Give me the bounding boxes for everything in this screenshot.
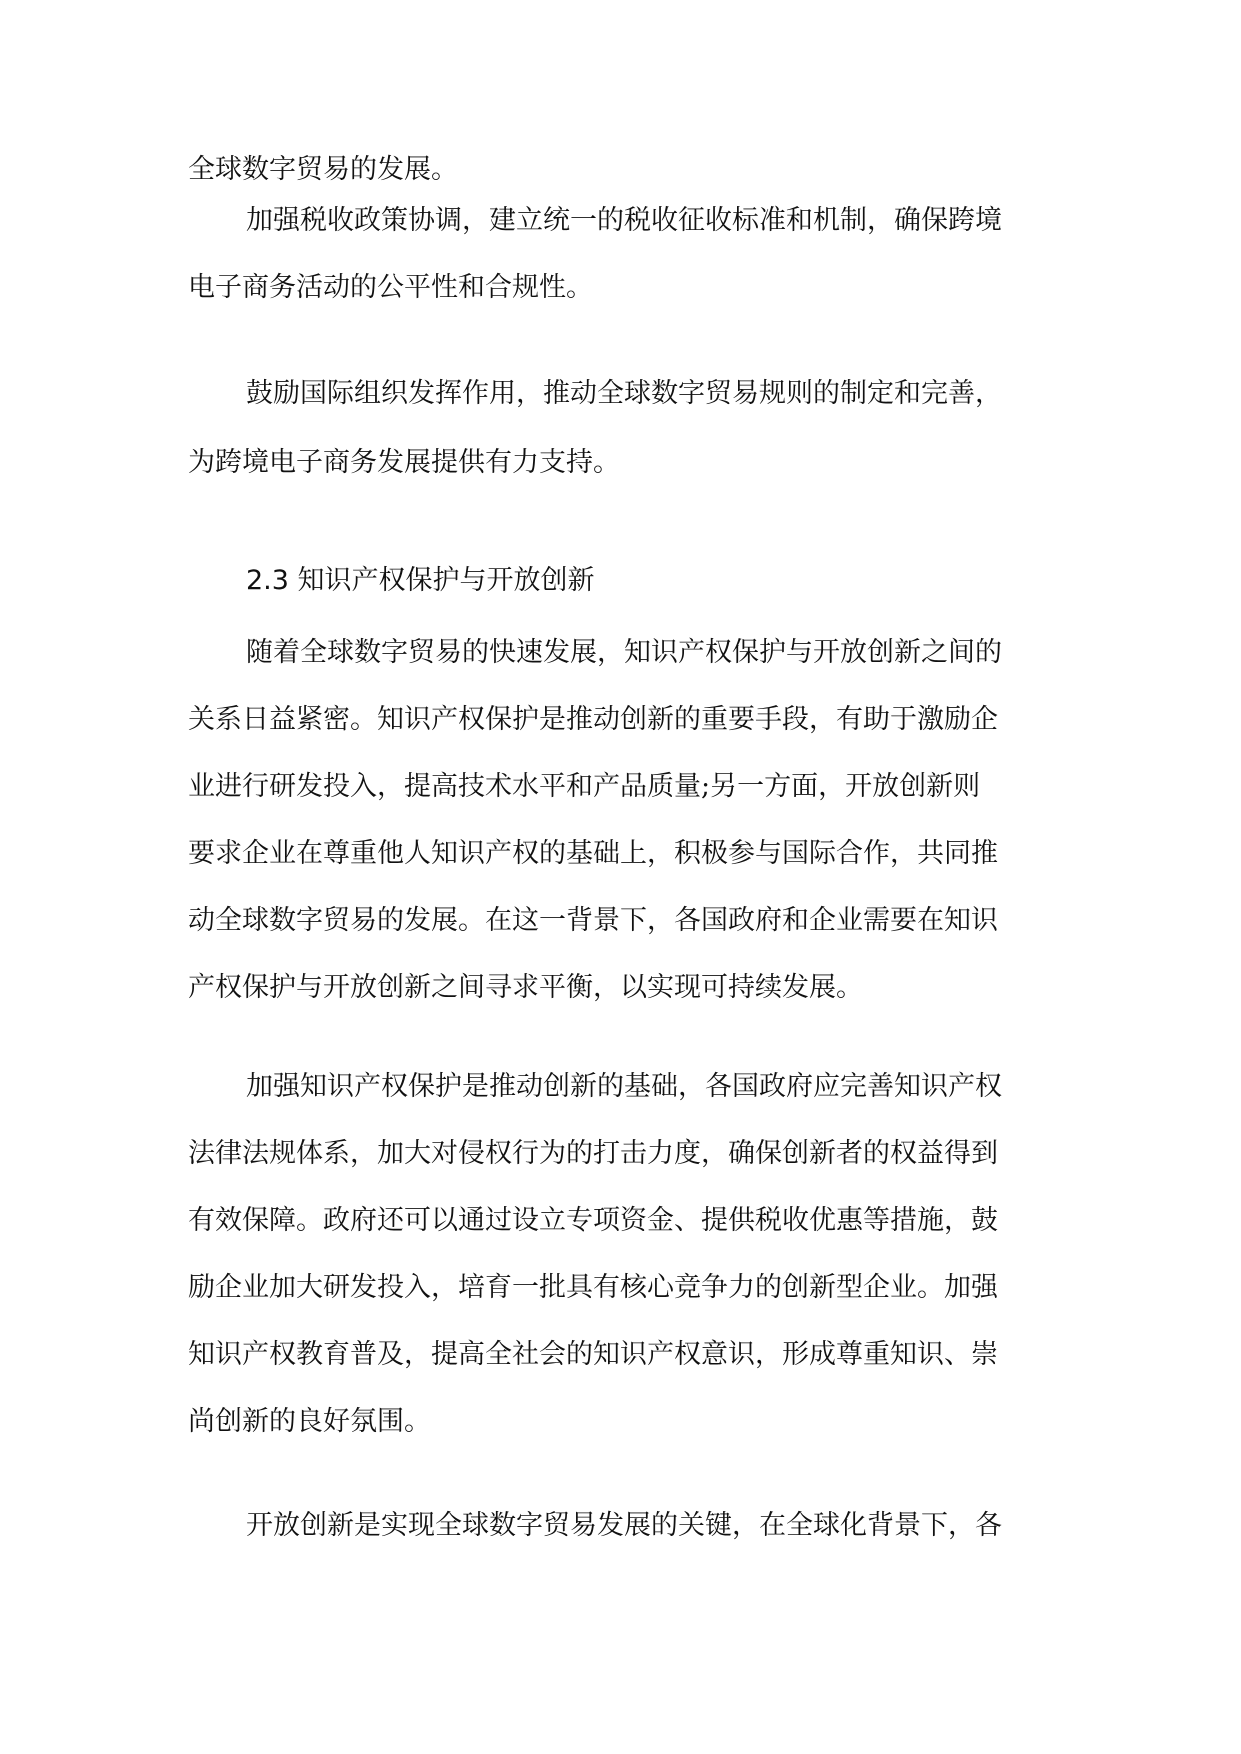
section-heading: 2.3 知识产权保护与开放创新 xyxy=(246,565,595,596)
paragraph-line: 加强知识产权保护是推动创新的基础，各国政府应完善知识产权 xyxy=(246,1071,1002,1102)
paragraph-line: 电子商务活动的公平性和合规性。 xyxy=(188,272,593,303)
paragraph-line: 鼓励国际组织发挥作用，推动全球数字贸易规则的制定和完善， xyxy=(246,378,1002,409)
paragraph-line: 要求企业在尊重他人知识产权的基础上，积极参与国际合作，共同推 xyxy=(188,838,998,869)
paragraph-line: 业进行研发投入，提高技术水平和产品质量;另一方面，开放创新则 xyxy=(188,771,981,802)
paragraph-line: 加强税收政策协调，建立统一的税收征收标准和机制，确保跨境 xyxy=(246,205,1002,236)
paragraph-line: 法律法规体系，加大对侵权行为的打击力度，确保创新者的权益得到 xyxy=(188,1138,998,1169)
paragraph-line: 为跨境电子商务发展提供有力支持。 xyxy=(188,447,620,478)
paragraph-line: 知识产权教育普及，提高全社会的知识产权意识，形成尊重知识、崇 xyxy=(188,1339,998,1370)
paragraph-line: 尚创新的良好氛围。 xyxy=(188,1406,431,1437)
paragraph-line: 全球数字贸易的发展。 xyxy=(188,154,458,185)
paragraph-line: 产权保护与开放创新之间寻求平衡，以实现可持续发展。 xyxy=(188,972,863,1003)
paragraph-line: 关系日益紧密。知识产权保护是推动创新的重要手段，有助于激励企 xyxy=(188,704,998,735)
paragraph-line: 动全球数字贸易的发展。在这一背景下，各国政府和企业需要在知识 xyxy=(188,905,998,936)
paragraph-line: 随着全球数字贸易的快速发展，知识产权保护与开放创新之间的 xyxy=(246,637,1002,668)
paragraph-line: 有效保障。政府还可以通过设立专项资金、提供税收优惠等措施，鼓 xyxy=(188,1205,998,1236)
paragraph-line: 励企业加大研发投入，培育一批具有核心竞争力的创新型企业。加强 xyxy=(188,1272,998,1303)
paragraph-line: 开放创新是实现全球数字贸易发展的关键，在全球化背景下，各 xyxy=(246,1510,1002,1541)
